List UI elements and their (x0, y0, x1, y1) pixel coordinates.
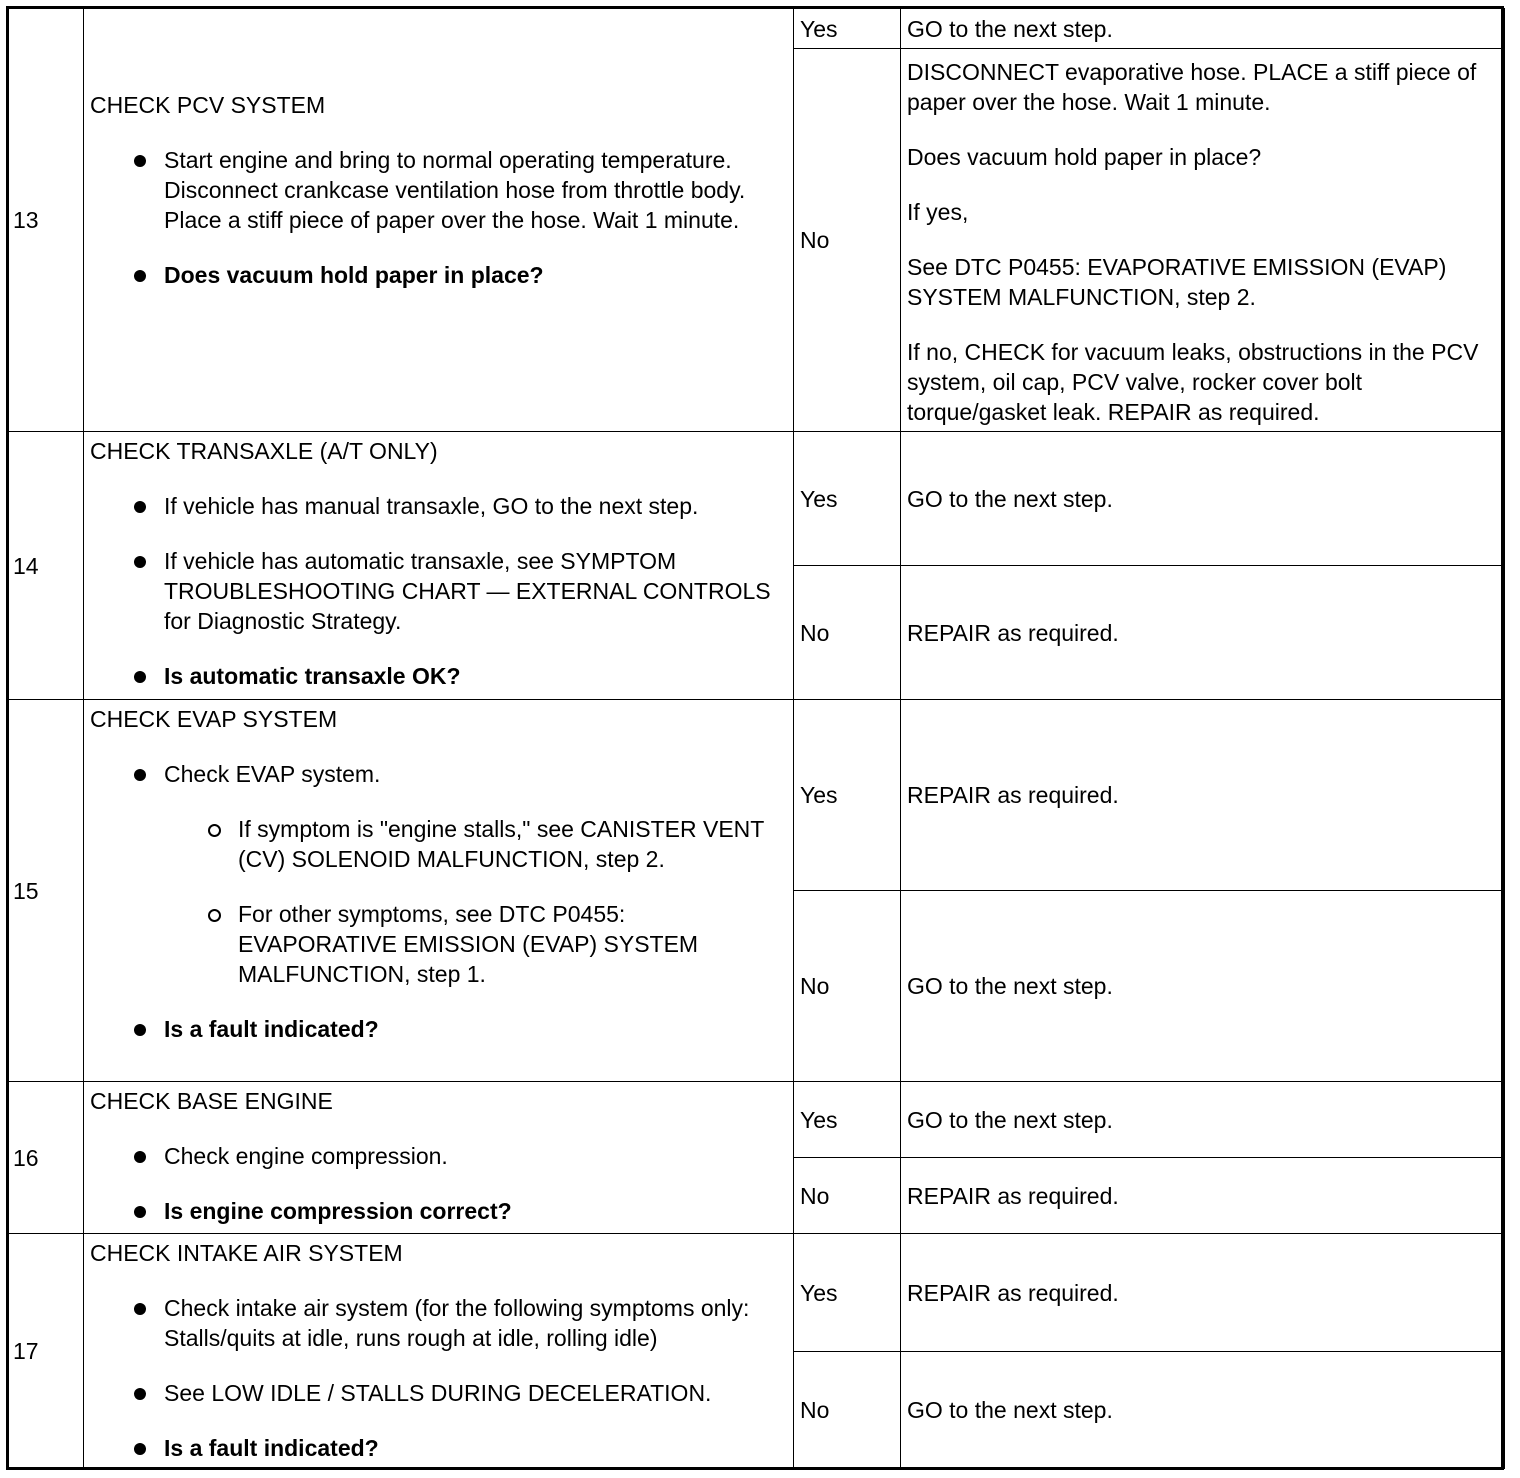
bullet-list (90, 759, 787, 789)
table-row (9, 432, 1505, 566)
bullet-text: Check EVAP system. (164, 761, 381, 787)
list-item: See LOW IDLE / STALLS DURING DECELERATION. (90, 1378, 787, 1408)
list-item: Is automatic transaxle OK? (90, 661, 787, 691)
action-text: If yes, (907, 199, 969, 225)
step-number: 15 (9, 700, 84, 1082)
step-heading: CHECK EVAP SYSTEM (90, 706, 338, 732)
bullet-list (90, 1014, 787, 1044)
yes-label: Yes (794, 1082, 901, 1158)
list-item (90, 759, 787, 789)
step-description (84, 1234, 794, 1469)
list-item: Is a fault indicated? (90, 1014, 787, 1044)
step-heading: CHECK TRANSAXLE (A/T ONLY) (90, 438, 438, 464)
step-heading: CHECK PCV SYSTEM (90, 92, 326, 118)
no-label: No (794, 49, 901, 432)
bullet-list (90, 1141, 787, 1226)
yes-label: Yes (794, 1234, 901, 1352)
step-description (84, 432, 794, 700)
yes-action: GO to the next step. (901, 432, 1505, 566)
list-item: Is engine compression correct? (90, 1196, 787, 1226)
bullet-list (90, 491, 787, 691)
yes-label: Yes (794, 432, 901, 566)
step-description (84, 9, 794, 432)
step-number: 14 (9, 432, 84, 700)
step-number: 13 (9, 9, 84, 432)
no-label: No (794, 1352, 901, 1469)
bullet-list (90, 1293, 787, 1463)
yes-action: GO to the next step. (901, 1082, 1505, 1158)
step-number: 17 (9, 1234, 84, 1469)
action-text: See DTC P0455: EVAPORATIVE EMISSION (EVAP) SYSTEM MALFUNCTION, step 2. (907, 254, 1447, 310)
table-row (9, 1234, 1505, 1352)
table-row (9, 1082, 1505, 1158)
list-item: For other symptoms, see DTC P0455: EVAPORATIVE EMISSION (EVAP) SYSTEM MALFUNCTION, step 1. (164, 899, 787, 989)
table-row (9, 700, 1505, 891)
step-heading: CHECK INTAKE AIR SYSTEM (90, 1240, 403, 1266)
no-label: No (794, 566, 901, 700)
step-description (84, 700, 794, 1082)
list-item: If vehicle has manual transaxle, GO to the next step. (90, 491, 787, 521)
list-item: Does vacuum hold paper in place? (90, 260, 787, 290)
no-label: No (794, 1158, 901, 1234)
sub-bullet-list (90, 814, 787, 989)
action-text: DISCONNECT evaporative hose. PLACE a stiff piece of paper over the hose. Wait 1 minute. (907, 59, 1477, 115)
yes-label: Yes (794, 9, 901, 49)
list-item: Start engine and bring to normal operating temperature. Disconnect crankcase ventilation hose from throttle body. Place a stiff piece of paper over the hose. Wait 1 minute. (90, 145, 787, 235)
no-action: REPAIR as required. (901, 1158, 1505, 1234)
list-item: Check intake air system (for the following symptoms only: Stalls/quits at idle, runs rough at idle, rolling idle) (90, 1293, 787, 1353)
step-number: 16 (9, 1082, 84, 1234)
table-row (9, 9, 1505, 49)
action-text: Does vacuum hold paper in place? (907, 144, 1262, 170)
yes-action: REPAIR as required. (901, 700, 1505, 891)
action-text: If no, CHECK for vacuum leaks, obstructions in the PCV system, oil cap, PCV valve, rocker cover bolt torque/gasket leak. REPAIR as required. (907, 339, 1479, 425)
yes-label: Yes (794, 700, 901, 891)
yes-action: REPAIR as required. (901, 1234, 1505, 1352)
no-action (901, 49, 1505, 432)
no-action: GO to the next step. (901, 1352, 1505, 1469)
no-action: GO to the next step. (901, 891, 1505, 1082)
no-label: No (794, 891, 901, 1082)
step-description (84, 1082, 794, 1234)
diagnostic-table (8, 8, 1505, 1469)
bullet-list (90, 145, 787, 290)
step-heading: CHECK BASE ENGINE (90, 1088, 333, 1114)
list-item: If vehicle has automatic transaxle, see SYMPTOM TROUBLESHOOTING CHART — EXTERNAL CONTROLS for Diagnostic Strategy. (90, 546, 787, 636)
list-item: Check engine compression. (90, 1141, 787, 1171)
list-item: If symptom is "engine stalls," see CANISTER VENT (CV) SOLENOID MALFUNCTION, step 2. (164, 814, 787, 874)
list-item: Is a fault indicated? (90, 1433, 787, 1463)
yes-action: GO to the next step. (901, 9, 1505, 49)
no-action: REPAIR as required. (901, 566, 1505, 700)
